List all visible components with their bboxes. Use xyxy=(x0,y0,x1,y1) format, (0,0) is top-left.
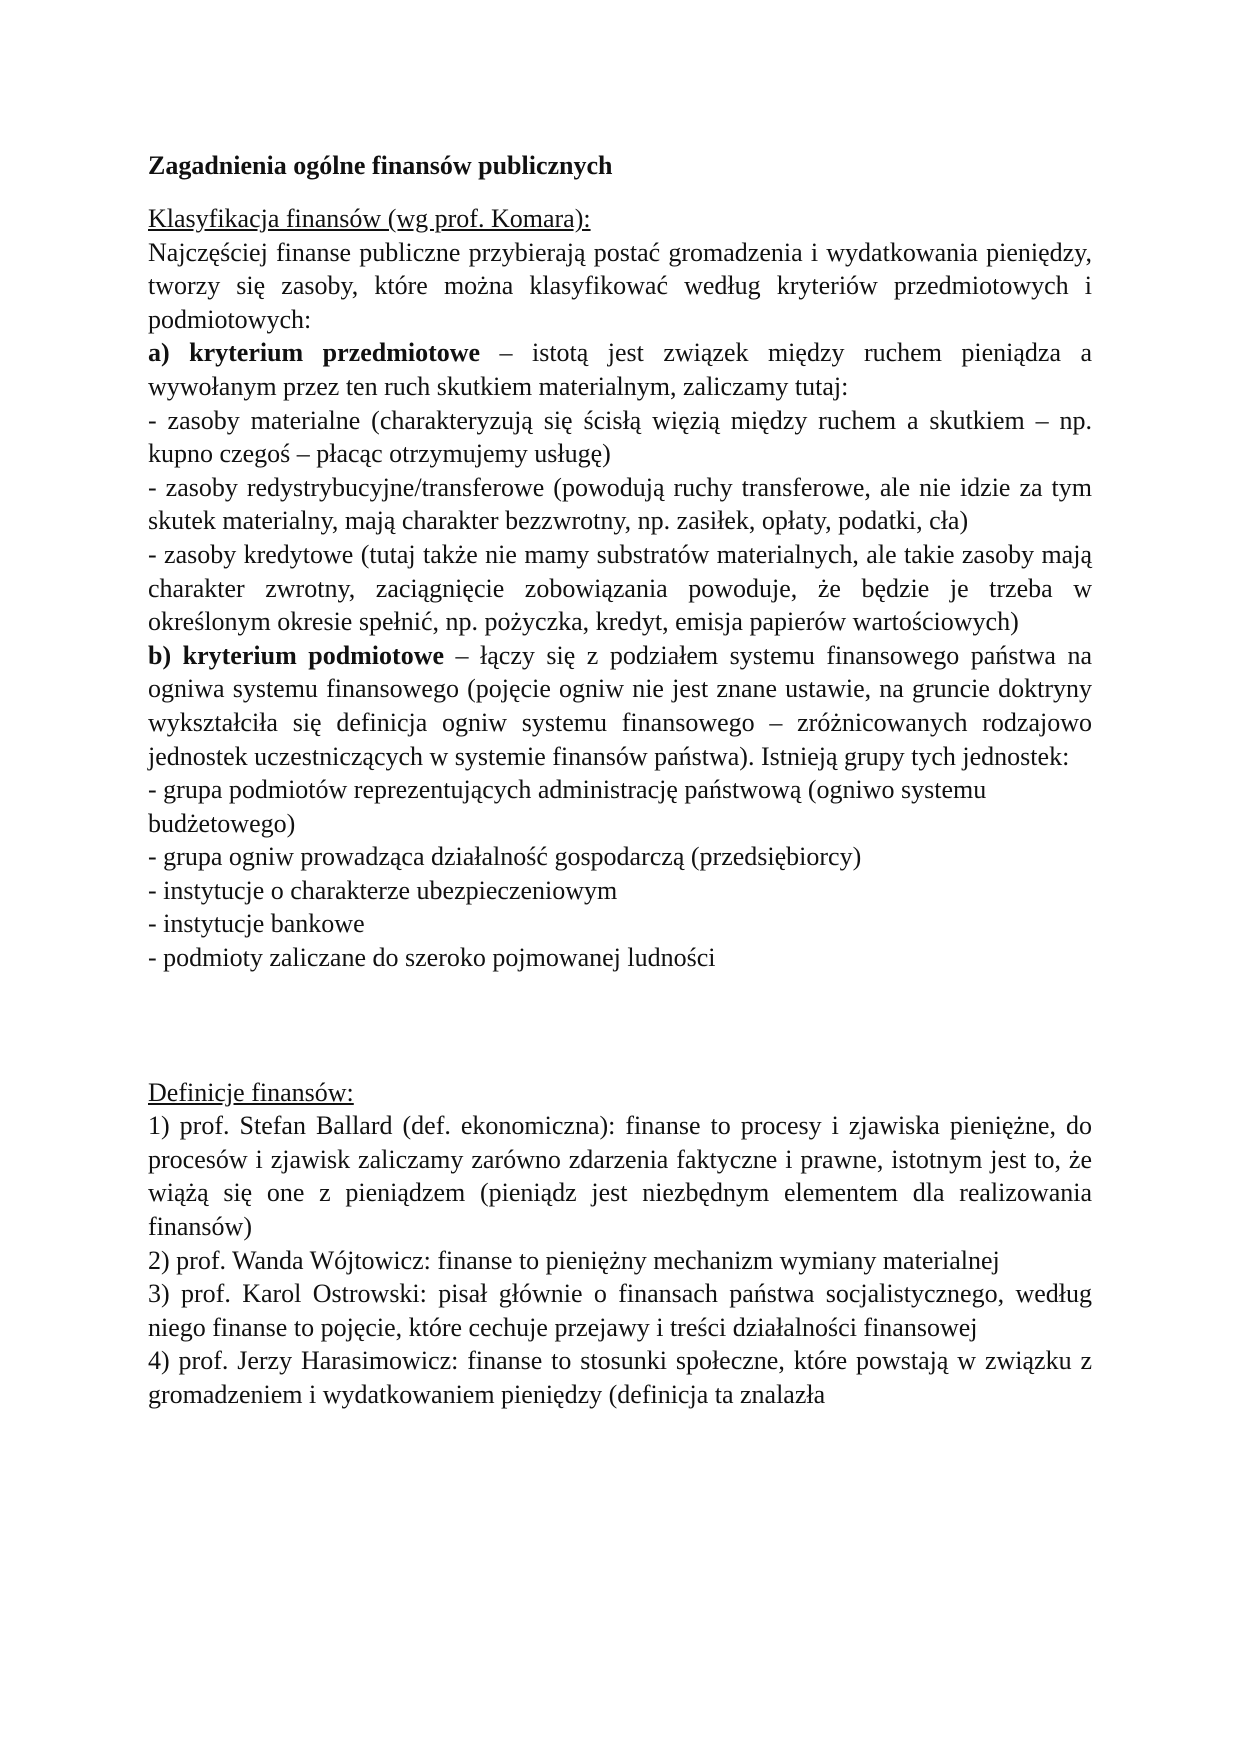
criterion-a-prefix: a) xyxy=(148,338,190,368)
criterion-b-item: - podmioty zaliczane do szeroko pojmowanej ludności xyxy=(148,943,716,973)
criterion-a-item: - zasoby kredytowe (tutaj także nie mamy substratów materialnych, ale takie zasoby mają charakter zwrotny, zaciągnięcie zobowiązania powoduje, że będzie je trzeba w określonym okresie spełnić, np. pożyczka, kredyt, emisja papierów wartościowych) xyxy=(148,539,1092,637)
criterion-b-item: - instytucje o charakterze ubezpieczeniowym xyxy=(148,875,618,905)
document-title: Zagadnienia ogólne finansów publicznych xyxy=(148,151,613,180)
criterion-a-text: – istotą jest związek między ruchem pieniądza a wywołanym przez ten ruch skutkiem materialnym, zaliczamy tutaj: xyxy=(148,338,1092,401)
criterion-a-item: - zasoby redystrybucyjne/transferowe (powodują ruchy transferowe, ale nie idzie za tym skutek materialny, mają charakter bezzwrotny, np. zasiłek, opłaty, podatki, cła) xyxy=(148,472,1092,536)
definition-item: 3) prof. Karol Ostrowski: pisał głównie o finansach państwa socjalistycznego, według niego finanse to pojęcie, które cechuje przejawy i treści działalności finansowej xyxy=(148,1279,1092,1342)
classification-intro: Najczęściej finanse publiczne przybierają postać gromadzenia i wydatkowania pieniędzy, tworzy się zasoby, które można klasyfikować według kryteriów przedmiotowych i podmiotowych: xyxy=(148,237,1092,334)
criterion-a-item: - zasoby materialne (charakteryzują się ścisłą więzią między ruchem a skutkiem – np. kupno czegoś – płacąc otrzymujemy usługę) xyxy=(148,405,1092,469)
criterion-b-term: kryterium podmiotowe xyxy=(182,640,445,670)
criterion-b-prefix: b) xyxy=(148,640,183,670)
criterion-a-paragraph xyxy=(148,336,1092,403)
criterion-b-item: - instytucje bankowe xyxy=(148,909,365,939)
document-page xyxy=(148,148,1092,1412)
definition-item: 2) prof. Wanda Wójtowicz: finanse to pieniężny mechanizm wymiany materialnej xyxy=(148,1245,1000,1275)
criterion-b-item: - grupa ogniw prowadząca działalność gospodarczą (przedsiębiorcy) xyxy=(148,842,862,872)
section-spacer xyxy=(148,975,1092,1076)
criterion-b-paragraph xyxy=(148,639,1092,773)
section-heading-classification: Klasyfikacja finansów (wg prof. Komara): xyxy=(148,204,591,233)
criterion-b-text: – łączy się z podziałem systemu finansowego państwa na ogniwa systemu finansowego (pojęcie ogniw nie jest znane ustawie, na gruncie doktryny wykształciła się definicja ogniw systemu finansowego – zróżnicowanych rodzajowo jednostek uczestniczących w systemie finansów państwa). Istnieją grupy tych jednostek: xyxy=(148,640,1093,771)
criterion-a-term: kryterium przedmiotowe xyxy=(189,338,481,368)
definition-item: 1) prof. Stefan Ballard (def. ekonomiczna): finanse to procesy i zjawiska pieniężne, do procesów i zjawisk zaliczamy zarówno zdarzenia faktyczne i prawne, istotnym jest to, że wiążą się one z pieniądzem (pieniądz jest niezbędnym elementem dla realizowania finansów) xyxy=(148,1111,1092,1242)
section-heading-definitions: Definicje finansów: xyxy=(148,1077,354,1107)
definition-item: 4) prof. Jerzy Harasimowicz: finanse to stosunki społeczne, które powstają w związku z gromadzeniem i wydatkowaniem pieniędzy (definicja ta znalazła xyxy=(148,1346,1092,1409)
criterion-b-item: - grupa podmiotów reprezentujących administrację państwową (ogniwo systemu budżetowego) xyxy=(148,775,987,838)
